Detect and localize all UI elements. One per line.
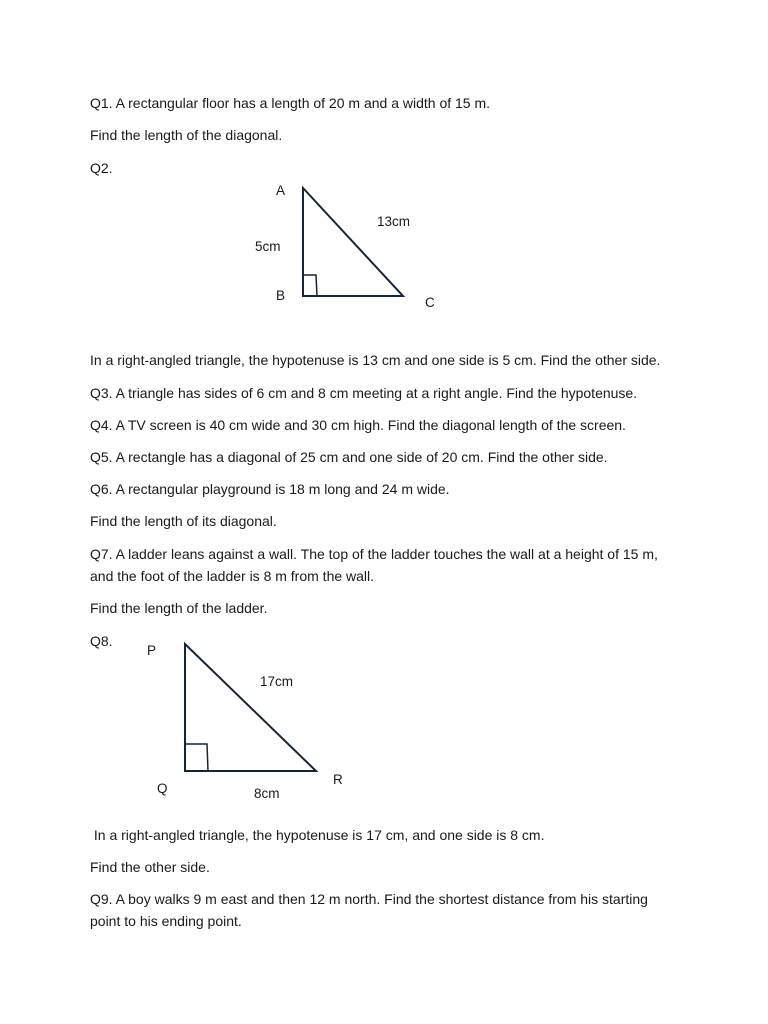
q2-triangle-figure (240, 176, 450, 316)
q4-text: Q4. A TV screen is 40 cm wide and 30 cm high. Find the diagonal length of the screen. (90, 417, 626, 433)
q8-vertex-q: Q (157, 781, 168, 796)
q2-right-angle-mark (303, 275, 317, 296)
q1-text: Q1. A rectangular floor has a length of 20 m and a width of 15 m. (90, 95, 491, 111)
q8-triangle-figure (140, 636, 360, 808)
q2-vertex-b: B (276, 288, 286, 303)
q6-text: Q6. A rectangular playground is 18 m long and 24 m wide. (90, 481, 450, 497)
q9-text: Q9. A boy walks 9 m east and then 12 m north. Find the shortest distance from his starting point to his ending point. (90, 891, 648, 929)
q2-side-ac-label: 13cm (377, 214, 411, 229)
q6-ask: Find the length of its diagonal. (90, 513, 277, 529)
q8-vertex-r: R (333, 772, 343, 787)
q2-text: In a right-angled triangle, the hypotenuse is 13 cm and one side is 5 cm. Find the other side. (90, 352, 661, 368)
q7-ask: Find the length of the ladder. (90, 600, 268, 616)
q3-text: Q3. A triangle has sides of 6 cm and 8 cm meeting at a right angle. Find the hypotenuse. (90, 385, 638, 401)
q8-vertex-p: P (147, 643, 157, 658)
q2-heading: Q2. (90, 160, 113, 176)
q2-vertex-a: A (276, 183, 286, 198)
q8-triangle (185, 644, 316, 771)
q2-vertex-c: C (425, 295, 435, 310)
q8-right-angle-mark (185, 744, 208, 771)
q8-side-qr-label: 8cm (254, 786, 280, 801)
q1-ask: Find the length of the diagonal. (90, 127, 283, 143)
q8-text: In a right-angled triangle, the hypotenuse is 17 cm, and one side is 8 cm. (90, 827, 545, 843)
q8-ask: Find the other side. (90, 859, 210, 875)
q8-heading: Q8. (90, 633, 113, 649)
q2-triangle (303, 188, 403, 296)
q7-text: Q7. A ladder leans against a wall. The top of the ladder touches the wall at a height of 15 m, and the foot of the ladder is 8 m from the wall. (90, 546, 658, 584)
q5-text: Q5. A rectangle has a diagonal of 25 cm and one side of 20 cm. Find the other side. (90, 449, 608, 465)
q2-side-ab-label: 5cm (255, 239, 281, 254)
q8-side-pr-label: 17cm (260, 674, 294, 689)
